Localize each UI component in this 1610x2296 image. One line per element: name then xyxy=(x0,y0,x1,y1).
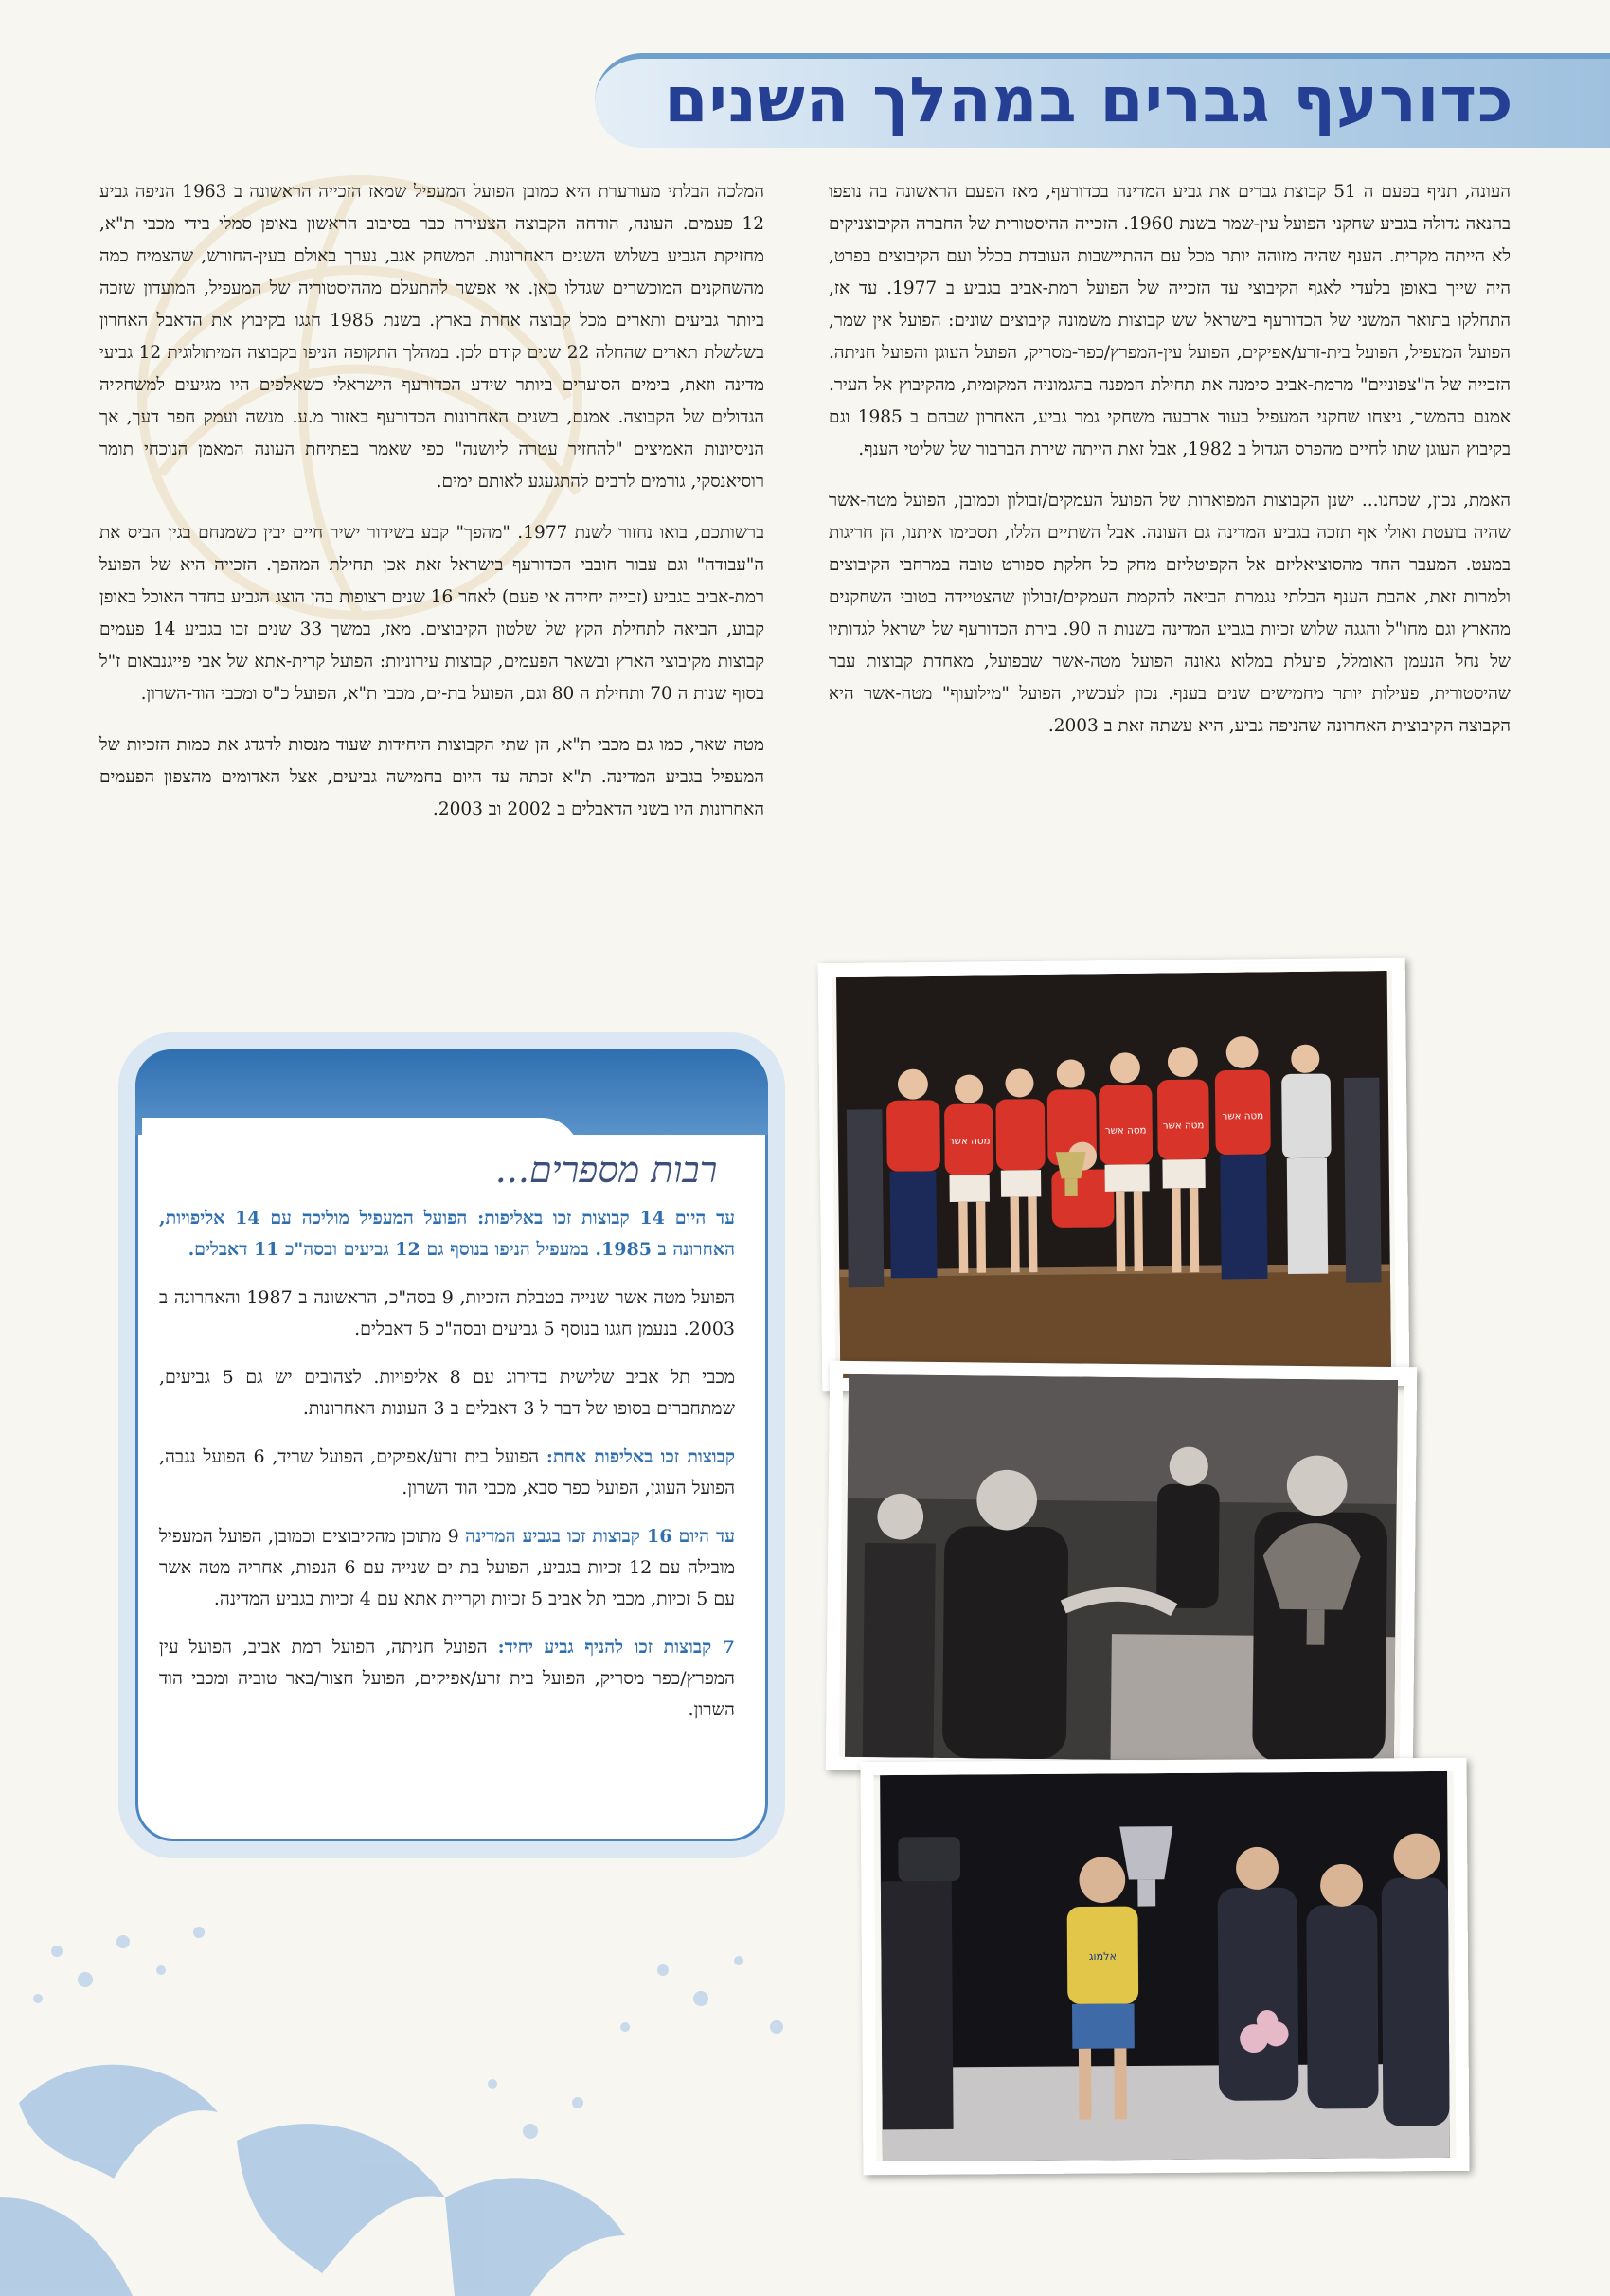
trophy-handover-photo xyxy=(826,1361,1417,1776)
fact-item xyxy=(159,1632,735,1726)
article-right-column xyxy=(829,176,1511,762)
player-with-cup-photo xyxy=(860,1758,1469,2175)
handover-photo-illustration xyxy=(839,1374,1404,1763)
player-shirt-text: אלמוג xyxy=(1088,1949,1118,1964)
fact-text: הפועל מטה אשר שנייה בטבלת הזכיות, 9 בסה"כ, הראשונה ב 1987 והאחרונה ב 2003. בנעמן חגגו בנוסף 5 גביעים ובסה"כ 5 דאבלים. xyxy=(159,1287,736,1339)
article-paragraph: העונה, תניף בפעם ה 51 קבוצת גברים את גביע המדינה בכדורעף, מאז הפעם הראשונה בה נופפו בהנאה גדולה בגביע שחקני הפועל עין-שמר בשנת 1960. הזכייה ההיסטורית של החברה הקיבוצניקים לא הייתה מקרית. הענף שהיה מזוהה יותר מכל עם ההתיישבות העובדת בכלל ועם הקיבוצים בפרט, היה שייך באופן בלעדי לאגף הקיבוצי עד הזכייה של הפועל רמת-אביב בגביע ב 1977. עד אז, התחלקו בתואר המשני של הכדורעף בישראל שש קבוצות משמונה קיבוצים שונים: הפועל אין שמר, הפועל המעפיל, הפועל בית-זרע/אפיקים, הפועל עין-המפרץ/כפר-מסריק, הפועל העוגן והפועל חניתה. הזכייה של ה"צפוניים" מרמת-אביב סימנה את תחילת המפנה בהגמוניה המקומית, מהקיבוץ אל העיר. אמנם בהמשך, ניצחו שחקני המעפיל בעוד ארבעה משחקי גמר גביע, האחרון שבהם ב 1985 וגם בקיבוץ העוגן שתו לחיים מהפרס הגדול ב 1982, אבל זאת הייתה שירת הברבור של שליטי הענף. xyxy=(829,182,1512,459)
fact-text: מכבי תל אביב שלישית בדירוג עם 8 אליפויות. לצהובים יש גם 5 גביעים, שמתחברים בסופו של דבר ל 3 דאבלים ב 3 העונות האחרונות. xyxy=(159,1367,735,1419)
fact-lead: קבוצות זכו באליפות אחת: xyxy=(546,1446,735,1467)
fact-text: 9 מתוכן מהקיבוצים וכמובן, הפועל המעפיל מובילה עם 12 זכיות בגביע, הפועל בת ים שנייה עם 6 הנפות, אחריה מטה אשר עם 5 זכיות, מכבי תל אביב 5 זכיות וקריית אתא עם 4 זכיות בגביע המדינה. xyxy=(159,1526,736,1609)
team-photo-illustration xyxy=(832,971,1396,1378)
article-paragraph: מטה שאר, כמו גם מכבי ת"א, הן שתי הקבוצות היחידות שעוד מנסות לדגדג את כמות הזכיות של המעפיל בגביע המדינה. ת"א זכתה עד היום בחמישה גביעים, אצל האדומים מהצפון הפעמים האחרונות היו בשני הדאבלים ב 2002 וב 2003. xyxy=(99,735,764,819)
shirt-text: מטה אשר xyxy=(1162,1120,1205,1132)
fact-item xyxy=(159,1521,735,1615)
cup-photo-illustration xyxy=(874,1771,1457,2161)
fact-item xyxy=(159,1203,735,1265)
shirt-text: מטה אשר xyxy=(1104,1124,1147,1137)
shirt-text: מטה אשר xyxy=(948,1135,991,1148)
fact-text: הפועל חניתה, הפועל רמת אביב, הפועל עין המפרץ/כפר מסריק, הפועל בית זרע/אפיקים, הפועל חצור/באר טוביה ומכבי הוד השרון. xyxy=(159,1637,735,1720)
page-title: כדורעף גברים במהלך השנים xyxy=(664,63,1514,136)
background-players-decoration xyxy=(0,1913,833,2296)
fact-lead: עד היום 16 קבוצות זכו בגביע המדינה xyxy=(465,1526,735,1547)
facts-sidebar-body xyxy=(159,1203,735,1743)
article-paragraph: ברשותכם, בואו נחזור לשנת 1977. "מהפך" קבע בשידור ישיר חיים יבין כשמנחם בגין הביס את ה"עבודה" וגם עבור חובבי הכדורעף בישראל זאת אכן תחילת המהפך. הזכייה היא של הפועל רמת-אביב בגביע (זכייה יחידה אי פעם) לאחר 16 שנים רצופות בהן הוצג הגביע בחדר האוכל באופן קבוע, הביאה לתחילת הקץ של שלטון הקיבוצים. מאז, במשך 33 שנים זכו בגביע 14 פעמים קבוצות מקיבוצי הארץ ובשאר הפעמים, קבוצות עירוניות: הפועל קרית-אתא של אבי פייגנבאום ז"ל בסוף שנות ה 70 ותחילת ה 80 וגם, הפועל בת-ים, מכבי ת"א, הפועל כ"ס ומכבי הוד-השרון. xyxy=(99,523,764,704)
team-photo-red-uniforms xyxy=(818,958,1410,1391)
shirt-text: מטה אשר xyxy=(1222,1110,1264,1122)
fact-text: הפועל בית זרע/אפיקים, הפועל שריד, 6 הפועל נגבה, הפועל העוגן, הפועל כפר סבא, מכבי הוד השרון. xyxy=(159,1446,735,1498)
fact-lead: 7 קבוצות זכו להניף גביע יחיד: xyxy=(497,1637,736,1658)
fact-item xyxy=(159,1442,735,1504)
article-paragraph: האמת, נכון, שכחנו... ישנן הקבוצות המפוארות של הפועל העמקים/זבולון וכמובן, הפועל מטה-אשר שהיה בועטת ואולי אף תזכה בגביע המדינה גם העונה. אבל השתיים הללו, תסכימו איתנו, הן חריגות במעט. המעבר החד מהסוציאליזם אל הקפיטליזם מחק כל חלקת ספורט טובה במרחבי הקיבוצים ולמרות זאת, אהבת הענף הבלתי נגמרת הביאה להקמת העמקים/זבולון שהצטיידה בטובי השחקנים מהארץ וגם מחו"ל והגגה שלוש זכיות בגביע המדינה בשנות ה 90. בירת הכדורעף של ישראל לגדותיו של נחל הנעמן האומלל, פועלת במלוא גאונה הפועל מטה-אשר שבפועל, מאחדת קבוצות עבר שהיסטורית, פעילות יותר מחמישים שנים בענף. נכון לעכשיו, הפועל "מילועוף" מטה-אשר היא הקבוצה הקיבוצית האחרונה שהניפה גביע, היא עשתה זאת ב 2003. xyxy=(829,491,1511,736)
fact-lead: עד היום 14 קבוצות זכו באליפות: הפועל המעפיל מוליכה עם 14 אליפויות, האחרונה ב 1985. במעפיל הניפו בנוסף גם 12 גביעים ובסה"כ 11 דאבלים. xyxy=(159,1208,735,1260)
article-paragraph: המלכה הבלתי מעורערת היא כמובן הפועל המעפיל שמאז הזכייה הראשונה ב 1963 הניפה גביע 12 פעמים. העונה, הודחה הקבוצה הצעירה כבר בסיבוב הראשון באופן סמלי בידי מכבי ת"א, מחזיקת הגביע בשלוש השנים האחרונות. המשחק אגב, נערך באולם בעין-החורש, שהצמיח כמה מהשחקנים המוכשרים שגדלו כאן. אי אפשר להתעלם מההיסטוריה של המעפיל, המועדון שזכה ביותר גביעים ותארים מכל קבוצה אחרת בארץ. בשנת 1985 חגגו בקיבוץ את הדאבל האחרון בשלשלת תארים שהחלה 22 שנים קודם לכן. במהלך התקופה הניפו בקבוצה המיתולוגית 12 גביעי מדינה וזאת, בימים הסוערים ביותר שידע הכדורעף הישראלי כשאלפים היו מגיעים למשחקיה הגדולים של הקבוצה. אמנם, בשנים האחרונות הכדורעף באזור מ.ע. מנשה ועמק חפר דעך, אך הניסיונות האמיצים "להחזיר עטרה ליושנה" כפי שאמר בפתיחת העונה המאמן הנוכחי תומר רוסיאנסקי, גורמים לרבים להתגעגע לאותם ימים. xyxy=(99,182,765,492)
article-left-column xyxy=(99,176,764,845)
fact-item xyxy=(159,1362,735,1425)
facts-sidebar-title: רבות מספרים... xyxy=(494,1149,718,1191)
fact-item xyxy=(159,1283,735,1345)
